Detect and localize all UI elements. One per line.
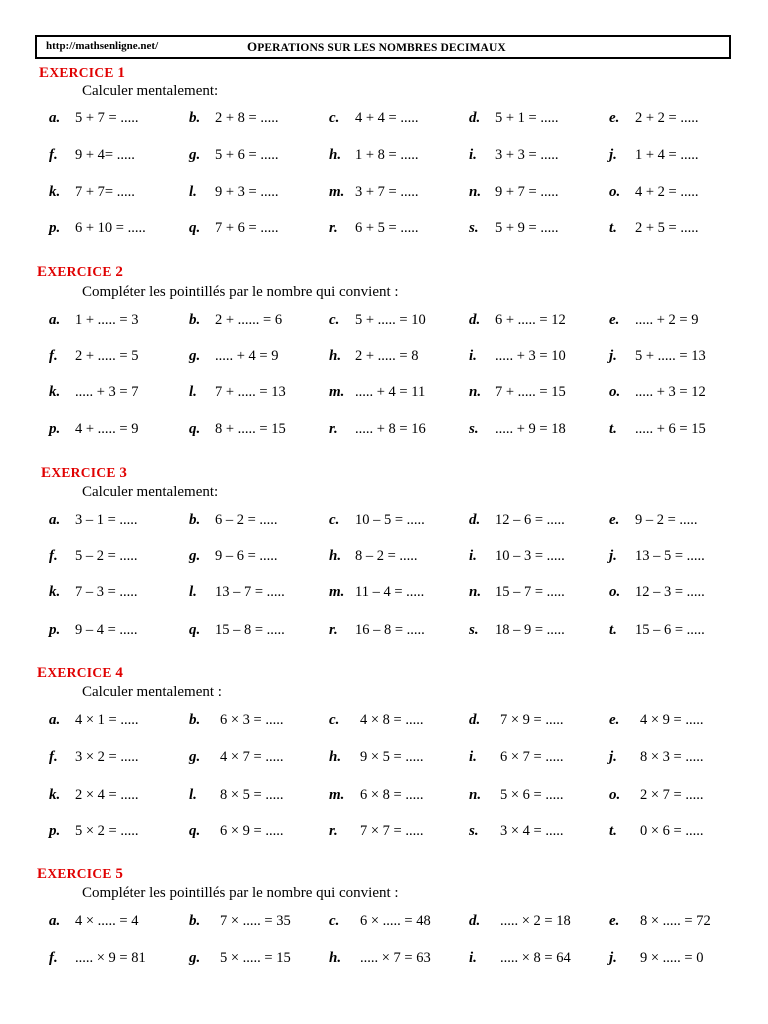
item-expression[interactable]: 5 + 1 = .....	[495, 110, 559, 126]
item-expression[interactable]: 6 – 2 = .....	[215, 512, 278, 528]
item-expression[interactable]: 2 × 7 = .....	[640, 787, 704, 803]
exercise-row	[0, 512, 768, 532]
item-label: h.	[329, 548, 342, 564]
item-label: e.	[609, 512, 620, 528]
item-expression[interactable]: 1 + 4 = .....	[635, 147, 699, 163]
item-label: i.	[469, 348, 477, 364]
exercise-title-rest: XERCICE	[47, 665, 112, 680]
item-label: a.	[49, 110, 61, 126]
item-expression[interactable]: 1 + ..... = 3	[75, 312, 139, 328]
exercise-title-rest: XERCICE	[47, 866, 112, 881]
site-url: http://mathsenligne.net/	[46, 40, 159, 52]
exercise-title-rest: XERCICE	[49, 65, 114, 80]
item-label: t.	[609, 220, 617, 236]
item-label: b.	[189, 312, 201, 328]
item-label: o.	[609, 384, 621, 400]
item-expression[interactable]: 6 × 8 = .....	[360, 787, 424, 803]
item-expression[interactable]: ..... + 8 = 16	[355, 421, 426, 437]
item-expression[interactable]: 2 + 2 = .....	[635, 110, 699, 126]
item-expression[interactable]: 2 + ..... = 8	[355, 348, 419, 364]
item-expression[interactable]: 11 – 4 = .....	[355, 584, 425, 600]
page-title-initial: O	[247, 39, 258, 54]
item-expression[interactable]: 5 + ..... = 13	[635, 348, 706, 364]
exercise-row	[0, 220, 768, 240]
item-label: b.	[189, 712, 201, 728]
item-label: f.	[49, 950, 58, 966]
item-expression[interactable]: 8 × ..... = 72	[640, 913, 711, 929]
exercise-title-initial: E	[39, 65, 50, 81]
exercise-row	[0, 348, 768, 368]
item-expression[interactable]: 4 × 1 = .....	[75, 712, 139, 728]
item-expression[interactable]: 4 + 2 = .....	[635, 184, 699, 200]
item-expression[interactable]: ..... + 3 = 10	[495, 348, 566, 364]
item-expression[interactable]: 1 + 8 = .....	[355, 147, 419, 163]
exercise-row	[0, 312, 768, 332]
item-label: s.	[469, 622, 479, 638]
item-label: n.	[469, 384, 482, 400]
item-expression[interactable]: 18 – 9 = .....	[495, 622, 565, 638]
item-expression[interactable]: ..... × 9 = 81	[75, 950, 146, 966]
item-expression[interactable]: 9 + 3 = .....	[215, 184, 279, 200]
item-expression[interactable]: 8 × 5 = .....	[220, 787, 284, 803]
item-label: k.	[49, 584, 61, 600]
item-expression[interactable]: ..... + 2 = 9	[635, 312, 699, 328]
item-expression[interactable]: 7 + ..... = 13	[215, 384, 286, 400]
item-label: n.	[469, 184, 482, 200]
page-title-rest: PERATIONS SUR LES NOMBRES DECIMAUX	[257, 42, 506, 54]
item-label: e.	[609, 712, 620, 728]
item-expression[interactable]: 6 + 10 = .....	[75, 220, 146, 236]
item-label: q.	[189, 421, 201, 437]
item-label: t.	[609, 421, 617, 437]
item-label: j.	[609, 548, 617, 564]
item-expression[interactable]: 0 × 6 = .....	[640, 823, 704, 839]
exercise-title	[37, 264, 123, 281]
item-expression[interactable]: 9 + 4= .....	[75, 147, 135, 163]
item-expression[interactable]: 13 – 5 = .....	[635, 548, 705, 564]
item-label: q.	[189, 220, 201, 236]
exercise-instruction: Calculer mentalement :	[82, 684, 222, 700]
item-label: o.	[609, 787, 621, 803]
item-expression[interactable]: 6 × 7 = .....	[500, 749, 564, 765]
item-expression[interactable]: 7 – 3 = .....	[75, 584, 138, 600]
exercise-title-initial: E	[37, 264, 48, 280]
item-expression[interactable]: 4 + ..... = 9	[75, 421, 139, 437]
item-label: d.	[469, 512, 481, 528]
exercise-row	[0, 548, 768, 568]
item-expression[interactable]: 7 × 7 = .....	[360, 823, 424, 839]
exercise-title-initial: E	[41, 465, 52, 481]
item-expression[interactable]: ..... × 7 = 63	[360, 950, 431, 966]
item-label: g.	[189, 749, 201, 765]
exercise-title	[37, 866, 123, 883]
item-expression[interactable]: 9 – 2 = .....	[635, 512, 698, 528]
item-label: j.	[609, 348, 617, 364]
item-label: h.	[329, 749, 342, 765]
item-expression[interactable]: ..... + 4 = 11	[355, 384, 426, 400]
item-label: k.	[49, 384, 61, 400]
item-label: t.	[609, 622, 617, 638]
item-expression[interactable]: 4 × 7 = .....	[220, 749, 284, 765]
item-label: a.	[49, 913, 61, 929]
item-label: n.	[469, 787, 482, 803]
item-expression[interactable]: 9 – 4 = .....	[75, 622, 138, 638]
item-label: c.	[329, 110, 340, 126]
exercise-row	[0, 950, 768, 970]
item-label: r.	[329, 823, 338, 839]
exercise-row	[0, 712, 768, 732]
item-label: h.	[329, 348, 342, 364]
item-expression[interactable]: 15 – 7 = .....	[495, 584, 565, 600]
item-label: f.	[49, 348, 58, 364]
item-expression[interactable]: 2 × 4 = .....	[75, 787, 139, 803]
item-expression[interactable]: 2 + ..... = 5	[75, 348, 139, 364]
item-label: e.	[609, 312, 620, 328]
exercise-instruction: Calculer mentalement:	[82, 83, 219, 99]
item-label: d.	[469, 913, 481, 929]
item-expression[interactable]: 4 × 8 = .....	[360, 712, 424, 728]
item-label: i.	[469, 548, 477, 564]
exercise-title-rest: XERCICE	[51, 465, 116, 480]
item-label: p.	[49, 421, 61, 437]
item-label: a.	[49, 312, 61, 328]
exercise-row	[0, 749, 768, 769]
item-label: b.	[189, 913, 201, 929]
item-label: l.	[189, 787, 197, 803]
exercise-number: 3	[119, 465, 128, 481]
item-label: p.	[49, 622, 61, 638]
item-label: f.	[49, 147, 58, 163]
item-label: d.	[469, 110, 481, 126]
item-label: e.	[609, 913, 620, 929]
item-label: h.	[329, 147, 342, 163]
item-label: q.	[189, 823, 201, 839]
exercise-instruction: Compléter les pointillés par le nombre qui convient :	[82, 284, 399, 300]
exercise-row	[0, 823, 768, 843]
item-expression[interactable]: 9 × 5 = .....	[360, 749, 424, 765]
item-label: p.	[49, 220, 61, 236]
item-expression[interactable]: ..... + 4 = 9	[215, 348, 279, 364]
item-expression[interactable]: 5 × 2 = .....	[75, 823, 139, 839]
item-label: r.	[329, 421, 338, 437]
exercise-title	[39, 65, 125, 82]
item-label: e.	[609, 110, 620, 126]
item-label: o.	[609, 584, 621, 600]
item-label: r.	[329, 622, 338, 638]
item-expression[interactable]: 5 + ..... = 10	[355, 312, 426, 328]
item-label: k.	[49, 184, 61, 200]
exercise-row	[0, 584, 768, 604]
item-expression[interactable]: 2 + 8 = .....	[215, 110, 279, 126]
item-expression[interactable]: 7 + 7= .....	[75, 184, 135, 200]
item-label: m.	[329, 787, 345, 803]
item-expression[interactable]: ..... + 6 = 15	[635, 421, 706, 437]
item-expression[interactable]: 16 – 8 = .....	[355, 622, 425, 638]
item-expression[interactable]: 2 + 5 = .....	[635, 220, 699, 236]
item-expression[interactable]: 10 – 5 = .....	[355, 512, 425, 528]
item-expression[interactable]: 5 – 2 = .....	[75, 548, 138, 564]
exercise-row	[0, 147, 768, 167]
item-expression[interactable]: 4 × 9 = .....	[640, 712, 704, 728]
item-expression[interactable]: 5 + 6 = .....	[215, 147, 279, 163]
exercise-title-initial: E	[37, 665, 48, 681]
exercise-instruction: Compléter les pointillés par le nombre qui convient :	[82, 885, 399, 901]
item-expression[interactable]: ..... × 2 = 18	[500, 913, 571, 929]
page-header	[35, 35, 731, 59]
item-expression[interactable]: 3 + 3 = .....	[495, 147, 559, 163]
item-label: s.	[469, 220, 479, 236]
exercise-row	[0, 421, 768, 441]
item-label: m.	[329, 184, 345, 200]
item-label: c.	[329, 512, 340, 528]
item-expression[interactable]: 13 – 7 = .....	[215, 584, 285, 600]
item-label: i.	[469, 749, 477, 765]
item-label: i.	[469, 950, 477, 966]
exercise-row	[0, 622, 768, 642]
item-expression[interactable]: 7 + ..... = 15	[495, 384, 566, 400]
item-expression[interactable]: 6 × 9 = .....	[220, 823, 284, 839]
item-expression[interactable]: 8 – 2 = .....	[355, 548, 418, 564]
exercise-number: 1	[117, 65, 126, 81]
item-expression[interactable]: 8 × 3 = .....	[640, 749, 704, 765]
page-title	[247, 39, 506, 55]
item-label: g.	[189, 348, 201, 364]
item-expression[interactable]: 7 × 9 = .....	[500, 712, 564, 728]
item-label: b.	[189, 512, 201, 528]
item-expression[interactable]: 8 + ..... = 15	[215, 421, 286, 437]
item-label: g.	[189, 950, 201, 966]
exercise-title	[37, 665, 123, 682]
item-label: b.	[189, 110, 201, 126]
exercise-row	[0, 110, 768, 130]
item-expression[interactable]: 9 + 7 = .....	[495, 184, 559, 200]
item-expression[interactable]: 9 – 6 = .....	[215, 548, 278, 564]
item-expression[interactable]: ..... + 3 = 7	[75, 384, 139, 400]
item-label: a.	[49, 712, 61, 728]
item-label: m.	[329, 584, 345, 600]
exercise-number: 4	[115, 665, 124, 681]
item-expression[interactable]: 6 + ..... = 12	[495, 312, 566, 328]
item-label: h.	[329, 950, 342, 966]
item-expression[interactable]: 6 + 5 = .....	[355, 220, 419, 236]
item-expression[interactable]: 3 × 2 = .....	[75, 749, 139, 765]
exercise-title-initial: E	[37, 866, 48, 882]
item-label: l.	[189, 184, 197, 200]
exercise-row	[0, 787, 768, 807]
item-label: t.	[609, 823, 617, 839]
item-label: l.	[189, 584, 197, 600]
item-label: s.	[469, 823, 479, 839]
item-expression[interactable]: 12 – 6 = .....	[495, 512, 565, 528]
exercise-number: 5	[115, 866, 124, 882]
item-label: n.	[469, 584, 482, 600]
item-expression[interactable]: 5 × 6 = .....	[500, 787, 564, 803]
exercise-instruction: Calculer mentalement:	[82, 484, 219, 500]
item-label: j.	[609, 950, 617, 966]
item-label: m.	[329, 384, 345, 400]
item-expression[interactable]: 4 × ..... = 4	[75, 913, 139, 929]
exercise-row	[0, 384, 768, 404]
item-expression[interactable]: ..... + 3 = 12	[635, 384, 706, 400]
item-expression[interactable]: 9 × ..... = 0	[640, 950, 704, 966]
item-label: f.	[49, 548, 58, 564]
item-expression[interactable]: 2 + ...... = 6	[215, 312, 283, 328]
exercise-row	[0, 184, 768, 204]
item-expression[interactable]: 5 + 9 = .....	[495, 220, 559, 236]
item-expression[interactable]: ..... + 9 = 18	[495, 421, 566, 437]
item-expression[interactable]: 6 × 3 = .....	[220, 712, 284, 728]
item-label: o.	[609, 184, 621, 200]
item-label: p.	[49, 823, 61, 839]
item-label: j.	[609, 749, 617, 765]
item-label: g.	[189, 548, 201, 564]
item-expression[interactable]: 3 + 7 = .....	[355, 184, 419, 200]
item-expression[interactable]: 15 – 8 = .....	[215, 622, 285, 638]
exercise-title-rest: XERCICE	[47, 264, 112, 279]
item-expression[interactable]: 10 – 3 = .....	[495, 548, 565, 564]
item-expression[interactable]: 3 × 4 = .....	[500, 823, 564, 839]
item-label: r.	[329, 220, 338, 236]
item-expression[interactable]: 6 × ..... = 48	[360, 913, 431, 929]
item-label: k.	[49, 787, 61, 803]
item-expression[interactable]: 5 + 7 = .....	[75, 110, 139, 126]
item-label: l.	[189, 384, 197, 400]
item-label: j.	[609, 147, 617, 163]
item-expression[interactable]: 12 – 3 = .....	[635, 584, 705, 600]
item-label: d.	[469, 712, 481, 728]
exercise-title	[41, 465, 127, 482]
item-label: c.	[329, 913, 340, 929]
item-expression[interactable]: 5 × ..... = 15	[220, 950, 291, 966]
item-label: c.	[329, 312, 340, 328]
item-expression[interactable]: 4 + 4 = .....	[355, 110, 419, 126]
item-label: c.	[329, 712, 340, 728]
item-expression[interactable]: 7 × ..... = 35	[220, 913, 291, 929]
item-label: g.	[189, 147, 201, 163]
exercise-row	[0, 913, 768, 933]
item-label: s.	[469, 421, 479, 437]
exercise-number: 2	[115, 264, 124, 280]
item-expression[interactable]: 7 + 6 = .....	[215, 220, 279, 236]
item-label: i.	[469, 147, 477, 163]
item-expression[interactable]: 15 – 6 = .....	[635, 622, 705, 638]
item-label: f.	[49, 749, 58, 765]
item-expression[interactable]: 3 – 1 = .....	[75, 512, 138, 528]
item-expression[interactable]: ..... × 8 = 64	[500, 950, 571, 966]
item-label: d.	[469, 312, 481, 328]
item-label: a.	[49, 512, 61, 528]
item-label: q.	[189, 622, 201, 638]
